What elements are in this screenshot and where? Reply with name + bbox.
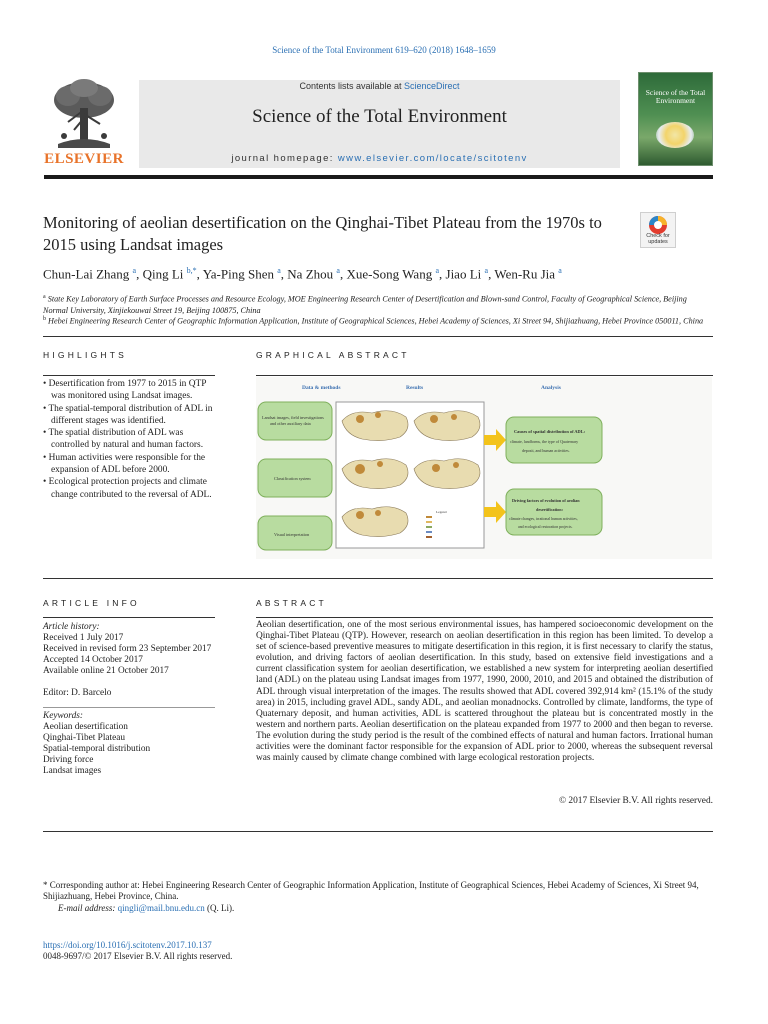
email-suffix: (Q. Li). <box>204 903 235 913</box>
connector-top <box>484 435 496 445</box>
issn-copyright: 0048-9697/© 2017 Elsevier B.V. All rights reserved. <box>43 951 233 961</box>
graphical-abstract-heading: GRAPHICAL ABSTRACT <box>256 350 410 360</box>
online-date: Available online 21 October 2017 <box>43 666 169 676</box>
corresponding-author-note: * Corresponding author at: Hebei Engineering Research Center of Geographic Information Application, Institute of Geographical Sciences, Hebei Academy of Sciences, Xi Street 94, Shijiazhuang, Hebei Province, China. <box>43 880 699 901</box>
homepage-prefix: journal homepage: <box>231 153 338 164</box>
author-separator: , <box>439 266 446 282</box>
highlight-item: • Human activities were responsible for the expansion of ADL before 2000. <box>43 452 206 476</box>
divider <box>43 336 713 337</box>
author-separator: , <box>280 266 288 282</box>
causes-body-1: climate, landforms, the type of Quaternary <box>510 439 579 444</box>
accepted-date: Accepted 14 October 2017 <box>43 655 143 665</box>
divider <box>43 578 713 579</box>
author-list <box>43 266 713 282</box>
visual-interpretation-box-text: Visual interpretation <box>274 532 310 537</box>
abstract-heading: ABSTRACT <box>256 598 327 608</box>
publisher-name: ELSEVIER <box>44 151 124 167</box>
keyword: Driving force <box>43 755 94 765</box>
col-header-data: Data & methods <box>302 385 341 391</box>
keyword: Landsat images <box>43 766 102 776</box>
affiliation-a-mark: a <box>43 294 46 300</box>
author-affiliation-mark[interactable]: a <box>132 266 137 275</box>
journal-title: Science of the Total Environment <box>252 106 507 127</box>
author-name[interactable]: Ya-Ping Shen <box>202 266 278 282</box>
check-for-updates-label: Check for updates <box>646 233 670 245</box>
highlight-item: • The spatial-temporal distribution of ADL in different stages was identified. <box>43 403 213 426</box>
copyright-notice: © 2017 Elsevier B.V. All rights reserved. <box>558 796 713 806</box>
abstract-rule <box>256 617 713 618</box>
keyword: Aeolian desertification <box>43 722 128 732</box>
contents-line <box>139 81 620 91</box>
cover-flower-graphic <box>656 122 694 148</box>
article-info-rule <box>43 617 215 618</box>
header-rule <box>44 175 713 179</box>
highlights-heading: HIGHLIGHTS <box>43 350 127 360</box>
author-separator: , <box>339 266 347 282</box>
driving-title-2: desertification: <box>536 507 563 512</box>
affiliation-b-text: Hebei Engineering Research Center of Geographic Information Application, Institute of Geographical Sciences, Hebei Academy of Sciences, Xi Street 94, Shijiazhuang, Hebei Province 050011, China <box>48 316 704 326</box>
classification-box-text: Classification system <box>274 476 311 481</box>
arrow-bottom <box>496 501 506 523</box>
causes-title: Causes of spatial distribution of ADL: <box>514 429 586 434</box>
email-line <box>58 903 708 913</box>
causes-body-2: deposit, and human activities. <box>522 448 570 453</box>
author-affiliation-mark[interactable]: a <box>558 266 562 275</box>
email-link[interactable]: qingli@mail.bnu.edu.cn <box>117 903 205 913</box>
article-info-heading: ARTICLE INFO <box>43 598 140 608</box>
author-affiliation-mark[interactable]: a <box>277 266 281 275</box>
affiliation-a <box>43 292 713 316</box>
contents-prefix: Contents lists available at <box>299 81 405 91</box>
cover-title: Science of the Total Environment <box>645 88 706 105</box>
journal-cover-image[interactable] <box>638 72 713 166</box>
author-separator: , <box>136 266 143 282</box>
author-affiliation-mark[interactable]: b,* <box>186 266 197 275</box>
author-affiliation-mark[interactable]: a <box>336 266 340 275</box>
author-name[interactable]: Xue-Song Wang <box>346 266 436 282</box>
divider <box>43 831 713 832</box>
col-header-results: Results <box>406 385 424 391</box>
email-label: E-mail address: <box>58 903 118 913</box>
editor: Editor: D. Barcelo <box>43 688 112 698</box>
article-title: Monitoring of aeolian desertification on the Qinghai-Tibet Plateau from the 1970s to 2015 using Landsat images <box>43 213 602 254</box>
affiliation-b-mark: b <box>43 316 46 322</box>
doi-link[interactable]: https://doi.org/10.1016/j.scitotenv.2017.10.137 <box>43 940 212 950</box>
driving-body-2: and ecological restoration projects. <box>518 525 573 529</box>
highlight-item: • Ecological protection projects and climate change contributed to the reversal of ADL. <box>43 477 212 500</box>
keywords-rule <box>43 707 215 708</box>
connector-bottom <box>484 507 496 517</box>
highlight-item: • The spatial distribution of ADL was controlled by natural and human factors. <box>43 428 204 451</box>
affiliation-b <box>43 314 713 327</box>
data-box-text-1: Landsat images, field investigations <box>262 415 324 420</box>
keyword: Spatial-temporal distribution <box>43 744 151 754</box>
author-separator: , <box>196 266 203 282</box>
highlight-item: • Desertification from 1977 to 2015 in QTP was monitored using Landsat images. <box>43 379 207 402</box>
sciencedirect-link[interactable]: ScienceDirect <box>404 81 460 91</box>
author-affiliation-mark[interactable]: a <box>435 266 440 275</box>
col-header-analysis: Analysis <box>541 385 561 391</box>
driving-body-1: climate changes, irrational human activities, <box>509 517 578 521</box>
homepage-line <box>139 153 620 164</box>
author-name[interactable]: Wen-Ru Jia <box>494 266 559 282</box>
highlights-list <box>43 378 215 501</box>
legend-title: Legend <box>436 510 447 514</box>
graphical-abstract-figure[interactable] <box>256 377 712 559</box>
data-box-text-2: and other auxiliary data <box>270 421 311 426</box>
arrow-top <box>496 429 506 451</box>
crossmark-icon <box>641 213 675 235</box>
keywords-label: Keywords: <box>43 711 83 721</box>
author-affiliation-mark[interactable]: a <box>484 266 489 275</box>
author-name[interactable]: Chun-Lai Zhang <box>43 266 133 282</box>
author-name[interactable]: Qing Li <box>142 266 187 282</box>
revised-date: Received in revised form 23 September 2017 <box>43 644 212 654</box>
author-name[interactable]: Jiao Li <box>445 266 485 282</box>
author-name[interactable]: Na Zhou <box>287 266 337 282</box>
article-history-label: Article history: <box>43 622 100 632</box>
received-date: Received 1 July 2017 <box>43 633 124 643</box>
author-separator: , <box>488 266 495 282</box>
homepage-link[interactable]: www.elsevier.com/locate/scitotenv <box>337 153 528 164</box>
abstract-text: Aeolian desertification, one of the most serious environmental issues, has hampered socioeconomic development on the Qinghai-Tibet Plateau (QTP). However, research on aeolian desertification in this region has been limited. To develop a set of science-based preventive measures to mitigate desertification in this region, it is first necessary to clarify the status, evolution, and driving factors of aeolian desertification. In this study, based on extensive field investigations and a current classification system for aeolian desertification, we established a new system for interpreting aeolian desertified land (ADL) on the plateau using Landsat images from 1977, 1990, 2000, 2010, and 2015 and obtained the distribution of ADL through visual interpretation of the images. The results showed that ADL covered 392,914 km² (15.1% of the study area) in 2015, including gravel ADL, sandy ADL, and aeolian monadnocks. Controlled by climate, landforms, the type of Quaternary deposit, and human activities, ADL is scattered throughout the plateau but is concentrated mostly in the western and northern parts. Aeolian desertification on the plateau expanded from 1977 to 2000 and then began to reverse. The evolution during the study period is the result of the combined effects of natural and human factors. Irrational human activities were the dominant factor responsible for the expansion of ADL prior to 2000, whereas the subsequent reversal was mainly caused by climate change combined with large ecological restoration projects. <box>256 620 713 764</box>
journal-reference[interactable]: Science of the Total Environment 619–620 (2018) 1648–1659 <box>272 45 496 55</box>
affiliation-a-text: State Key Laboratory of Earth Surface Processes and Resource Ecology, MOE Engineering Research Center of Desertification and Blown-sand Control, Faculty of Geographical Science, Beijing Normal University, Xinjiekouwai Street 19, Beijing 100875, China <box>43 294 687 315</box>
graphical-abstract-rule <box>256 375 713 376</box>
keyword: Qinghai-Tibet Plateau <box>43 733 126 743</box>
driving-title-1: Driving factors of evolution of aeolian <box>512 498 580 503</box>
highlights-rule <box>43 375 215 376</box>
